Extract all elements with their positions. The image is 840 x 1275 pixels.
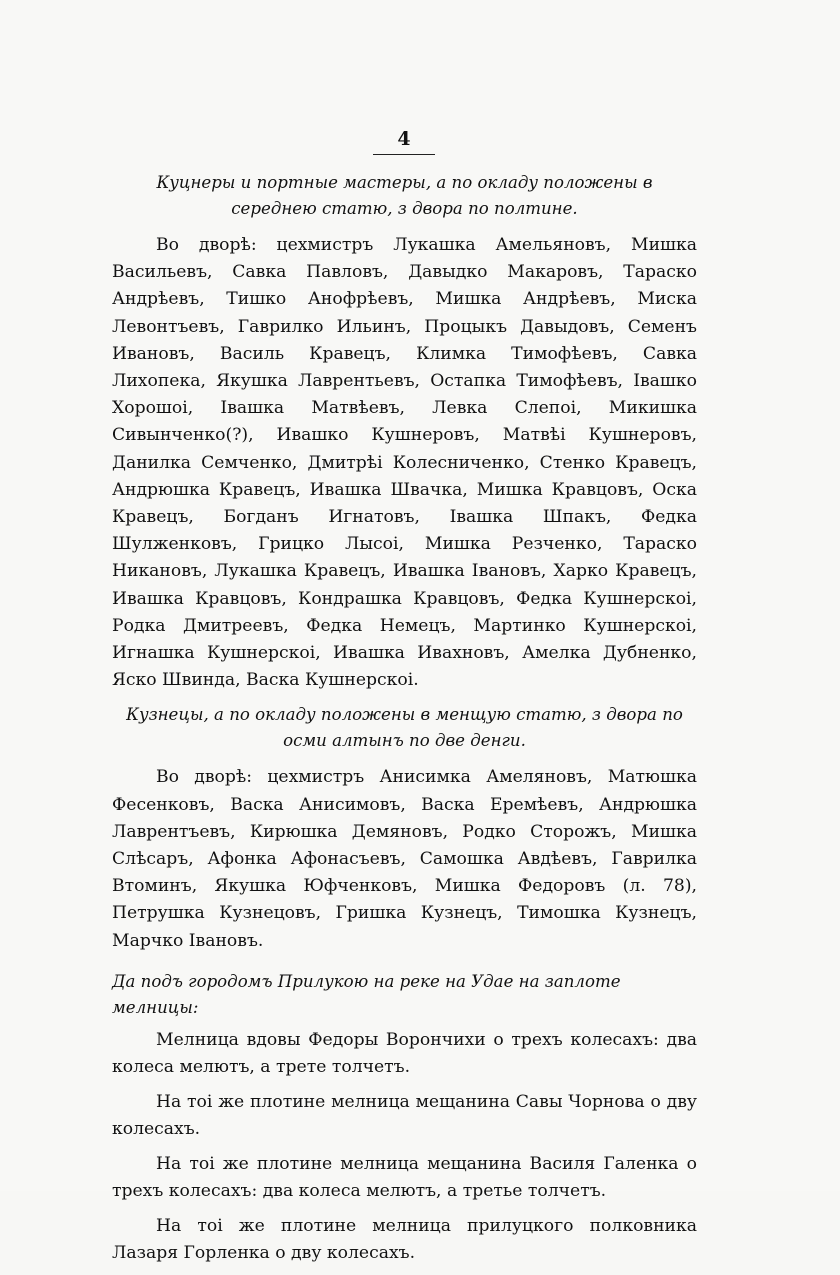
page-number: 4 [373,128,435,155]
mill-entry: На тоі же плотине мелница мещанина Савы Чорнова о дву колесахъ. [112,1091,697,1139]
section-body-smiths: Во дворѣ: цехмистръ Анисимка Амеляновъ, Матюшка Фесенковъ, Васка Анисимовъ, Васка Еремѣевъ, Андрюшка Лаврентъевъ, Кирюшка Демяновъ, Родко Сторожъ, Мишка Слѣсаръ, Афонка Афонасъевъ, Самошка Авдѣевъ, Гаврилка Втоминъ, Якушка Юфченковъ, Мишка Федоровъ (л. 78), Петрушка Кузнецовъ, Гришка Кузнецъ, Тимошка Кузнецъ, Марчко Івановъ. [112,767,697,951]
mills-heading: Да подъ городомъ Прилукою на реке на Удае на заплоте мелницы: [112,971,621,1017]
spacer [112,694,697,702]
mill-entry: Мелница вдовы Федоры Ворончихи о трехъ колесахъ: два колеса мелютъ, а трете толчетъ. [112,1029,697,1077]
section-body-furriers: Во дворѣ: цехмистръ Лукашка Амельяновъ, Мишка Васильевъ, Савка Павловъ, Давыдко Макаровъ, Тараско Андрѣевъ, Тишко Анофрѣевъ, Мишка Андрѣевъ, Миска Левонтъевъ, Гаврилко Ильинъ, Процыкъ Давыдовъ, Семенъ Ивановъ, Василь Кравецъ, Климка Тимофѣевъ, Савка Лихопека, Якушка Лаврентьевъ, Остапка Тимофѣевъ, Івашко Хорошоі, Івашка Матвѣевъ, Левка Слепоі, Микишка Сивынченко(?), Ивашко Кушнеровъ, Матвѣі Кушнеровъ, Данилка Семченко, Дмитрѣі Колесниченко, Стенко Кравецъ, Андрюшка Кравецъ, Ивашка Швачка, Мишка Кравцовъ, Оска Кравецъ, Богданъ Игнатовъ, Івашка Шпакъ, Федка Шулженковъ, Грицко Лысоі, Мишка Резченко, Тараско Никановъ, Лукашка Кравецъ, Ивашка Івановъ, Харко Кравецъ, Ивашка Кравцовъ, Кондрашка Кравцовъ, Федка Кушнерскоі, Родка Дмитреевъ, Федка Немецъ, Мартинко Кушнерскоі, Игнашка Кушнерскоі, Ивашка Ивахновъ, Амелка Дубненко, Яско Швинда, Васка Кушнерскоі. [112,235,697,691]
spacer [112,955,697,963]
page-content [112,170,697,1275]
section-heading-furriers: Куцнеры и портные мастеры, а по окладу положены в середнею статю, з двора по полтине. [156,173,653,218]
mill-entry: На тоі же плотине мелница мещанина Василя Галенка о трехъ колесахъ: два колеса мелютъ, а третье толчетъ. [112,1153,697,1201]
mill-entry: На тоі же плотине мелница прилуцкого полковника Лазаря Горленка о дву колесахъ. [112,1215,697,1263]
section-heading-smiths: Кузнецы, а по окладу положены в менщую статю, з двора по осми алтынъ по две денги. [126,705,683,751]
